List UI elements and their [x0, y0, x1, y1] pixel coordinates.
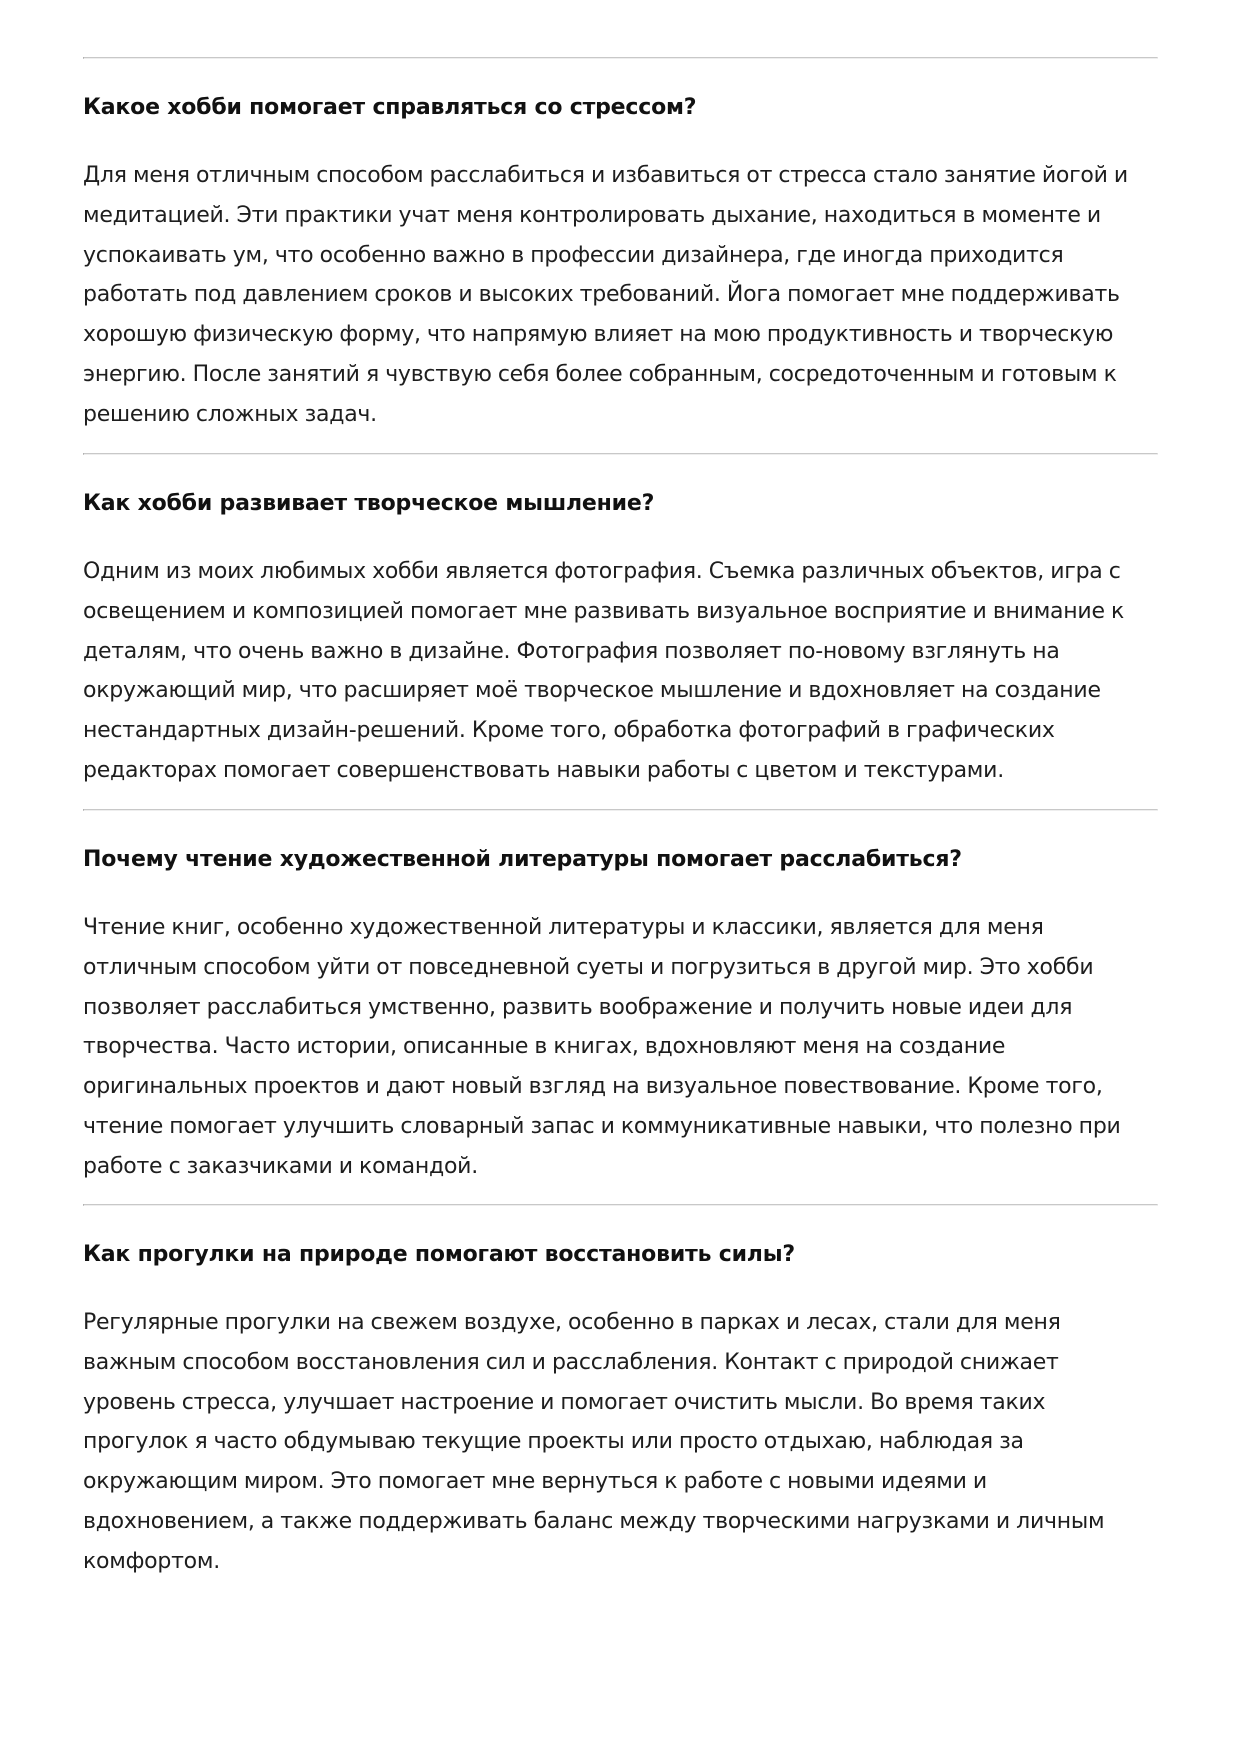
- faq-question: Какое хобби помогает справляться со стрессом?: [83, 95, 697, 120]
- faq-answer: Регулярные прогулки на свежем воздухе, особенно в парках и лесах, стали для меня важным способом восстановления сил и расслабления. Контакт с природой снижает уровень стресса, улучшает настроение и помогает очистить мысли. Во время таких прогулок я часто обдумываю текущие проекты или просто отдыхаю, наблюдая за окружающим миром. Это помогает мне вернуться к работе с новыми идеями и вдохновением, а также поддерживать баланс между творческими нагрузками и личным комфортом.: [83, 1310, 1105, 1574]
- faq-question: Почему чтение художественной литературы помогает расслабиться?: [83, 847, 962, 872]
- section-divider: [83, 1204, 1158, 1206]
- faq-answer: Чтение книг, особенно художественной литературы и классики, является для меня отличным способом уйти от повседневной суеты и погрузиться в другой мир. Это хобби позволяет расслабиться умственно, развить воображение и получить новые идеи для творчества. Часто истории, описанные в книгах, вдохновляют меня на создание оригинальных проектов и дают новый взгляд на визуальное повествование. Кроме того, чтение помогает улучшить словарный запас и коммуникативные навыки, что полезно при работе с заказчиками и командой.: [83, 915, 1121, 1179]
- faq-answer: Для меня отличным способом расслабиться и избавиться от стресса стало занятие йогой и медитацией. Эти практики учат меня контролировать дыхание, находиться в моменте и успокаивать ум, что особенно важно в профессии дизайнера, где иногда приходится работать под давлением сроков и высоких требований. Йога помогает мне поддерживать хорошую физическую форму, что напрямую влияет на мою продуктивность и творческую энергию. После занятий я чувствую себя более собранным, сосредоточенным и готовым к решению сложных задач.: [83, 163, 1128, 427]
- faq-question: Как хобби развивает творческое мышление?: [83, 491, 655, 516]
- section-divider: [83, 809, 1158, 811]
- faq-answer: Одним из моих любимых хобби является фотография. Съемка различных объектов, игра с освещением и композицией помогает мне развивать визуальное восприятие и внимание к деталям, что очень важно в дизайне. Фотография позволяет по-новому взглянуть на окружающий мир, что расширяет моё творческое мышление и вдохновляет на создание нестандартных дизайн-решений. Кроме того, обработка фотографий в графических редакторах помогает совершенствовать навыки работы с цветом и текстурами.: [83, 559, 1125, 783]
- faq-question: Как прогулки на природе помогают восстановить силы?: [83, 1242, 795, 1267]
- section-divider: [83, 453, 1158, 455]
- section-divider: [83, 57, 1158, 59]
